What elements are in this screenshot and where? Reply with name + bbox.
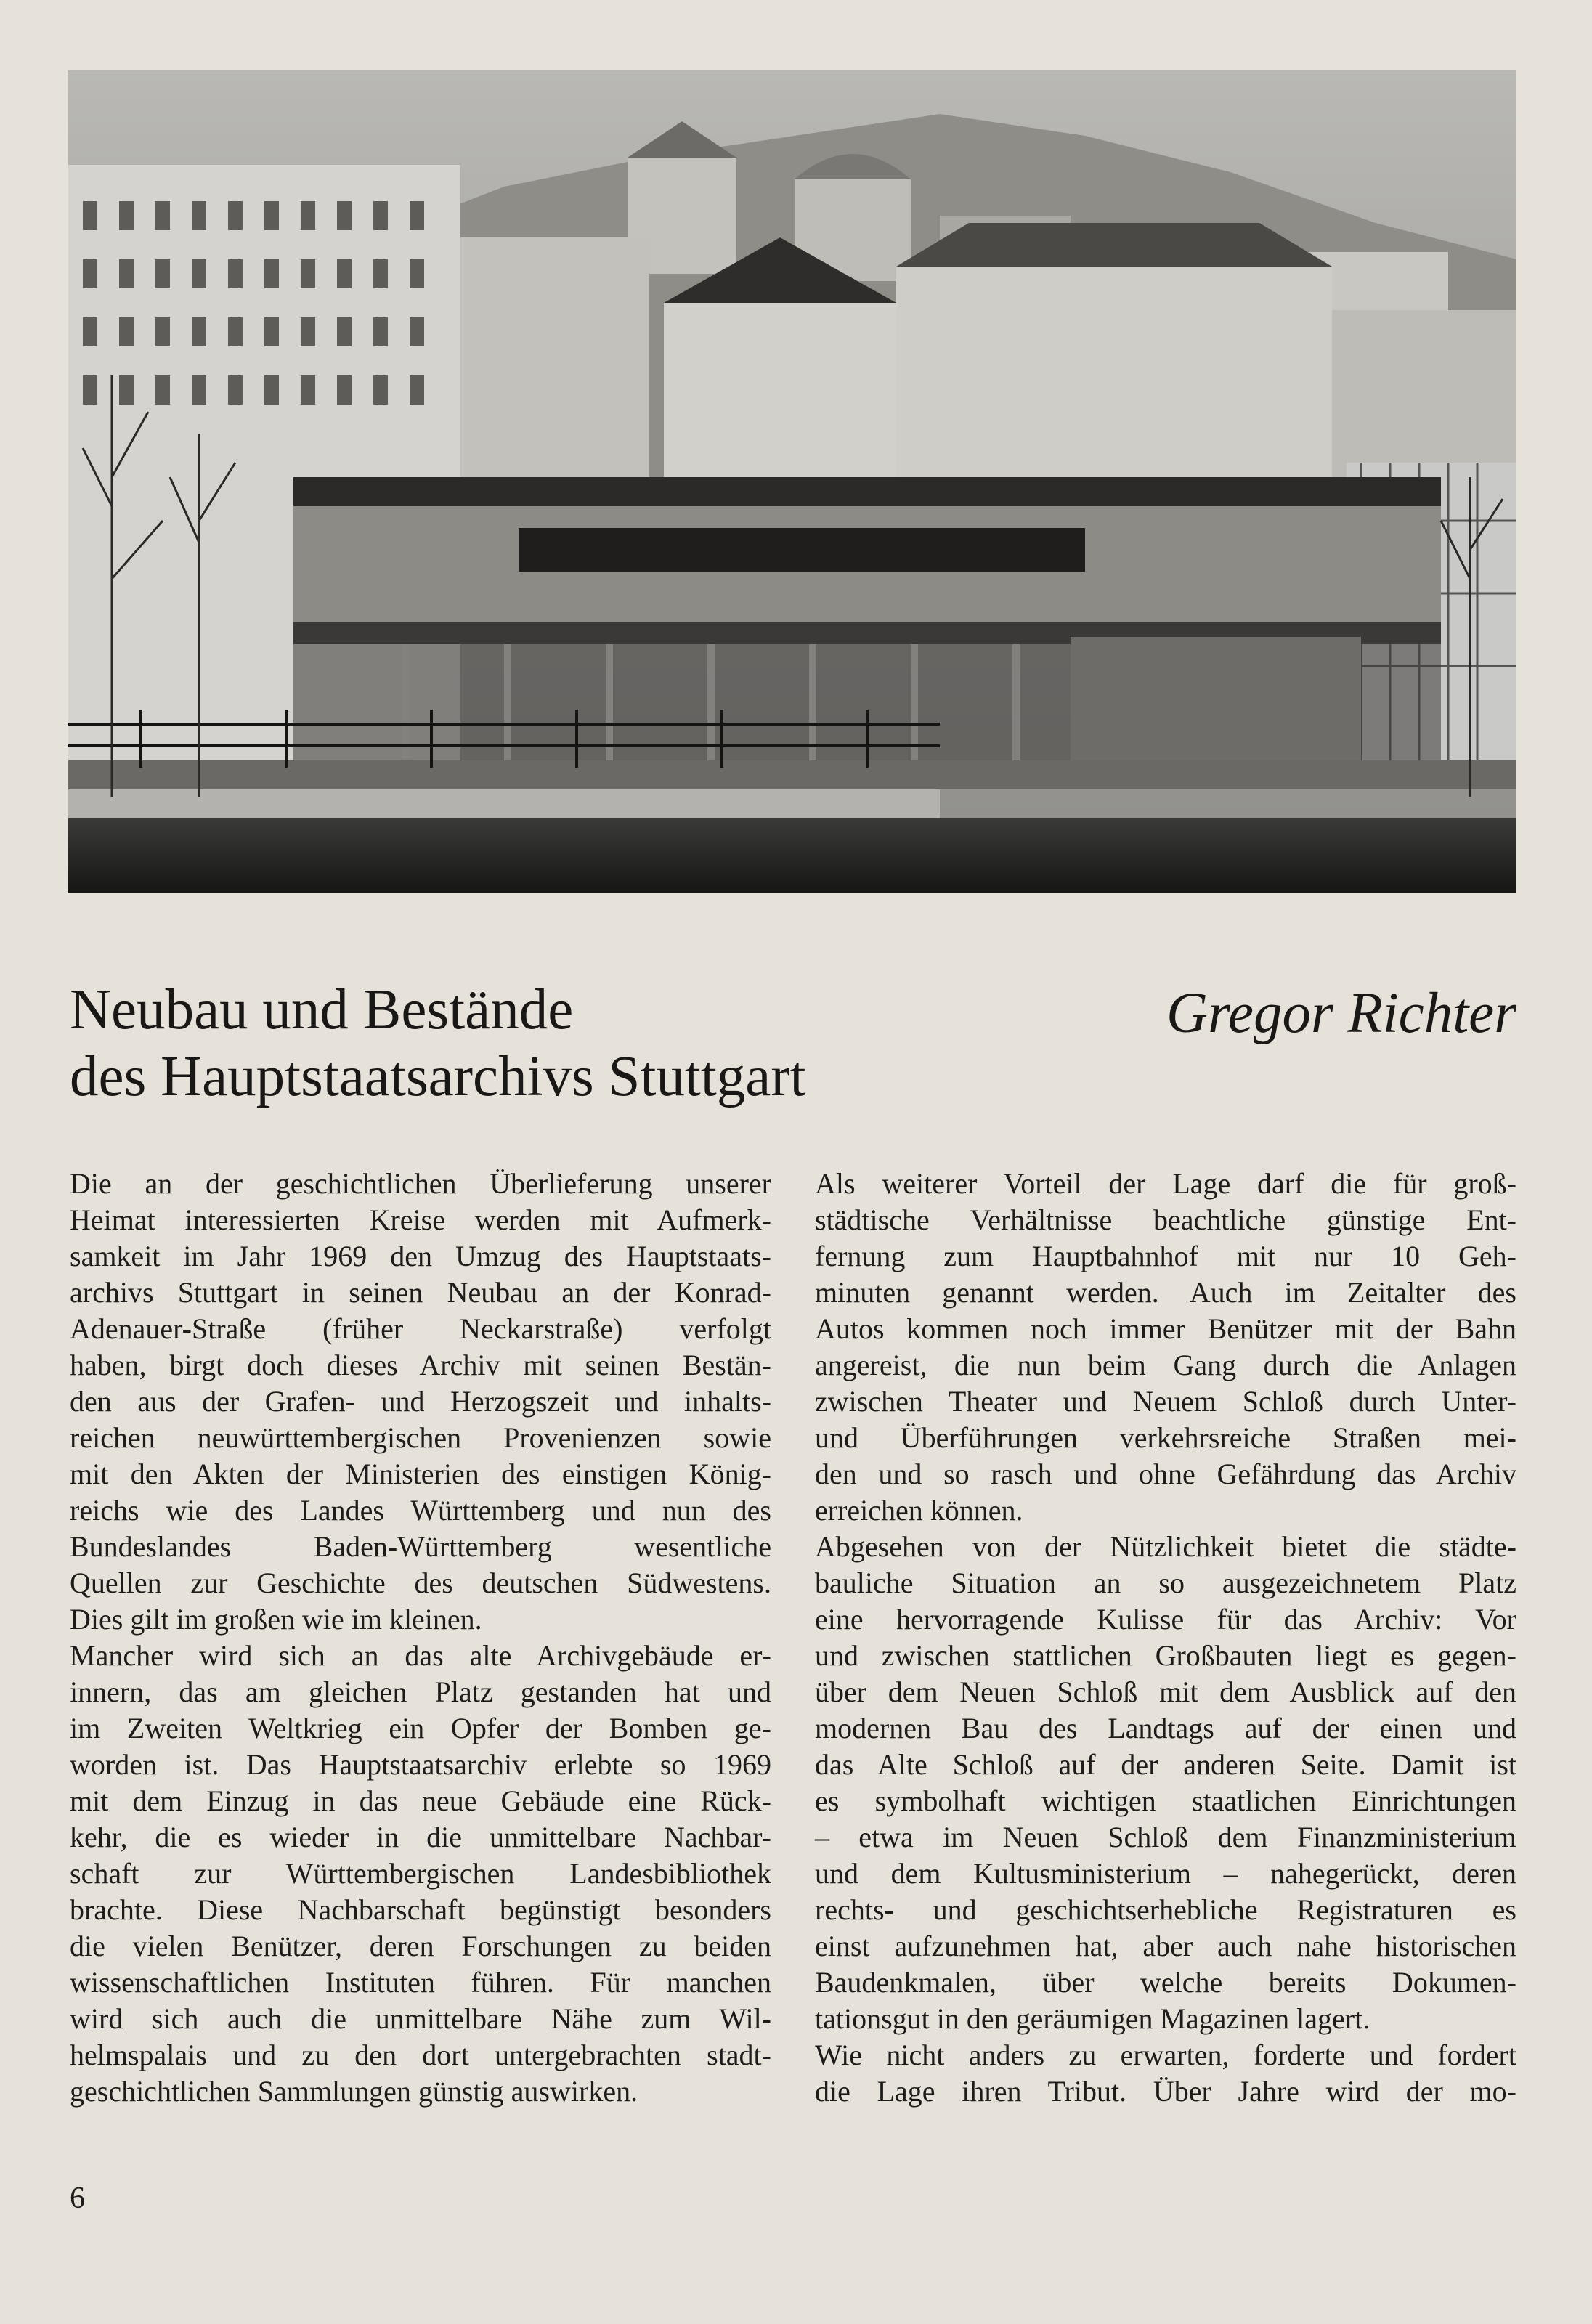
text-line: erreichen können. xyxy=(815,1494,1023,1527)
text-line: samkeit im Jahr 1969 den Umzug des Hauptstaats- xyxy=(70,1240,771,1272)
right-text-column xyxy=(815,1166,1516,2110)
text-line: bauliche Situation an so ausgezeichnetem Platz xyxy=(815,1567,1516,1599)
title-line-2: des Hauptstaatsarchivs Stuttgart xyxy=(70,1045,806,1108)
text-line: fernung zum Hauptbahnhof mit nur 10 Geh- xyxy=(815,1240,1516,1272)
text-line: innern, das am gleichen Platz gestanden hat und xyxy=(70,1675,771,1708)
text-line: Adenauer-Straße (früher Neckarstraße) verfolgt xyxy=(70,1312,771,1345)
text-line: Mancher wird sich an das alte Archivgebäude er- xyxy=(70,1639,771,1672)
text-line: und zwischen stattlichen Großbauten liegt es gegen- xyxy=(815,1639,1516,1672)
text-line: helmspalais und zu den dort untergebrachten stadt- xyxy=(70,2039,771,2071)
text-line: rechts- und geschichtserhebliche Registraturen es xyxy=(815,1893,1516,1926)
text-line: modernen Bau des Landtags auf der einen und xyxy=(815,1712,1516,1744)
text-line: geschichtlichen Sammlungen günstig auswirken. xyxy=(70,2075,638,2108)
text-line: – etwa im Neuen Schloß dem Finanzministerium xyxy=(815,1821,1516,1853)
left-text-column xyxy=(70,1166,771,2110)
text-line: Als weiterer Vorteil der Lage darf die für groß- xyxy=(815,1167,1516,1200)
text-line: es symbolhaft wichtigen staatlichen Einrichtungen xyxy=(815,1784,1516,1817)
text-line: wissenschaftlichen Instituten führen. Für manchen xyxy=(70,1966,771,1999)
text-line: tationsgut in den geräumigen Magazinen lagert. xyxy=(815,2002,1370,2035)
text-line: den aus der Grafen- und Herzogszeit und inhalts- xyxy=(70,1385,771,1418)
building-photo-icon xyxy=(68,70,1516,893)
text-line: Abgesehen von der Nützlichkeit bietet die städte- xyxy=(815,1530,1516,1563)
text-line: Autos kommen noch immer Benützer mit der Bahn xyxy=(815,1312,1516,1345)
text-line: im Zweiten Weltkrieg ein Opfer der Bomben ge- xyxy=(70,1712,771,1744)
text-line: kehr, die es wieder in die unmittelbare Nachbar- xyxy=(70,1821,771,1853)
text-line: mit dem Einzug in das neue Gebäude eine Rück- xyxy=(70,1784,771,1817)
text-line: angereist, die nun beim Gang durch die Anlagen xyxy=(815,1349,1516,1381)
title-line-1: Neubau und Bestände xyxy=(70,978,574,1041)
text-line: einst aufzunehmen hat, aber auch nahe historischen xyxy=(815,1930,1516,1962)
text-line: die vielen Benützer, deren Forschungen zu beiden xyxy=(70,1930,771,1962)
text-line: brachte. Diese Nachbarschaft begünstigt besonders xyxy=(70,1893,771,1926)
text-line: die Lage ihren Tribut. Über Jahre wird der mo- xyxy=(815,2075,1516,2108)
text-line: zwischen Theater und Neuem Schloß durch Unter- xyxy=(815,1385,1516,1418)
page-number: 6 xyxy=(70,2182,85,2215)
text-line: Baudenkmalen, über welche bereits Dokumen- xyxy=(815,1966,1516,1999)
text-line: Wie nicht anders zu erwarten, forderte und fordert xyxy=(815,2039,1516,2071)
text-line: Quellen zur Geschichte des deutschen Südwestens. xyxy=(70,1567,771,1599)
text-line: reichs wie des Landes Württemberg und nun des xyxy=(70,1494,771,1527)
text-line: reichen neuwürttembergischen Provenienzen sowie xyxy=(70,1421,771,1454)
text-line: eine hervorragende Kulisse für das Archiv: Vor xyxy=(815,1603,1516,1636)
text-line: archivs Stuttgart in seinen Neubau an der Konrad- xyxy=(70,1276,771,1309)
text-line: über dem Neuen Schloß mit dem Ausblick auf den xyxy=(815,1675,1516,1708)
text-line: städtische Verhältnisse beachtliche günstige Ent- xyxy=(815,1203,1516,1236)
text-line: schaft zur Württembergischen Landesbibliothek xyxy=(70,1857,771,1890)
archive-building-photo xyxy=(68,70,1516,893)
article-title xyxy=(70,977,1087,1110)
text-line: haben, birgt doch dieses Archiv mit seinen Bestän- xyxy=(70,1349,771,1381)
text-line: und dem Kultusministerium – nahegerückt, deren xyxy=(815,1857,1516,1890)
text-line: den und so rasch und ohne Gefährdung das Archiv xyxy=(815,1458,1516,1490)
text-line: und Überführungen verkehrsreiche Straßen mei- xyxy=(815,1421,1516,1454)
text-line: Die an der geschichtlichen Überlieferung unserer xyxy=(70,1167,771,1200)
text-line: Dies gilt im großen wie im kleinen. xyxy=(70,1603,482,1636)
text-line: minuten genannt werden. Auch im Zeitalter des xyxy=(815,1276,1516,1309)
text-line: mit den Akten der Ministerien des einstigen König- xyxy=(70,1458,771,1490)
text-line: das Alte Schloß auf der anderen Seite. Damit ist xyxy=(815,1748,1516,1781)
author-name: Gregor Richter xyxy=(1166,982,1516,1045)
text-line: worden ist. Das Hauptstaatsarchiv erlebte so 1969 xyxy=(70,1748,771,1781)
text-line: wird sich auch die unmittelbare Nähe zum Wil- xyxy=(70,2002,771,2035)
text-line: Bundeslandes Baden-Württemberg wesentliche xyxy=(70,1530,771,1563)
text-line: Heimat interessierten Kreise werden mit Aufmerk- xyxy=(70,1203,771,1236)
